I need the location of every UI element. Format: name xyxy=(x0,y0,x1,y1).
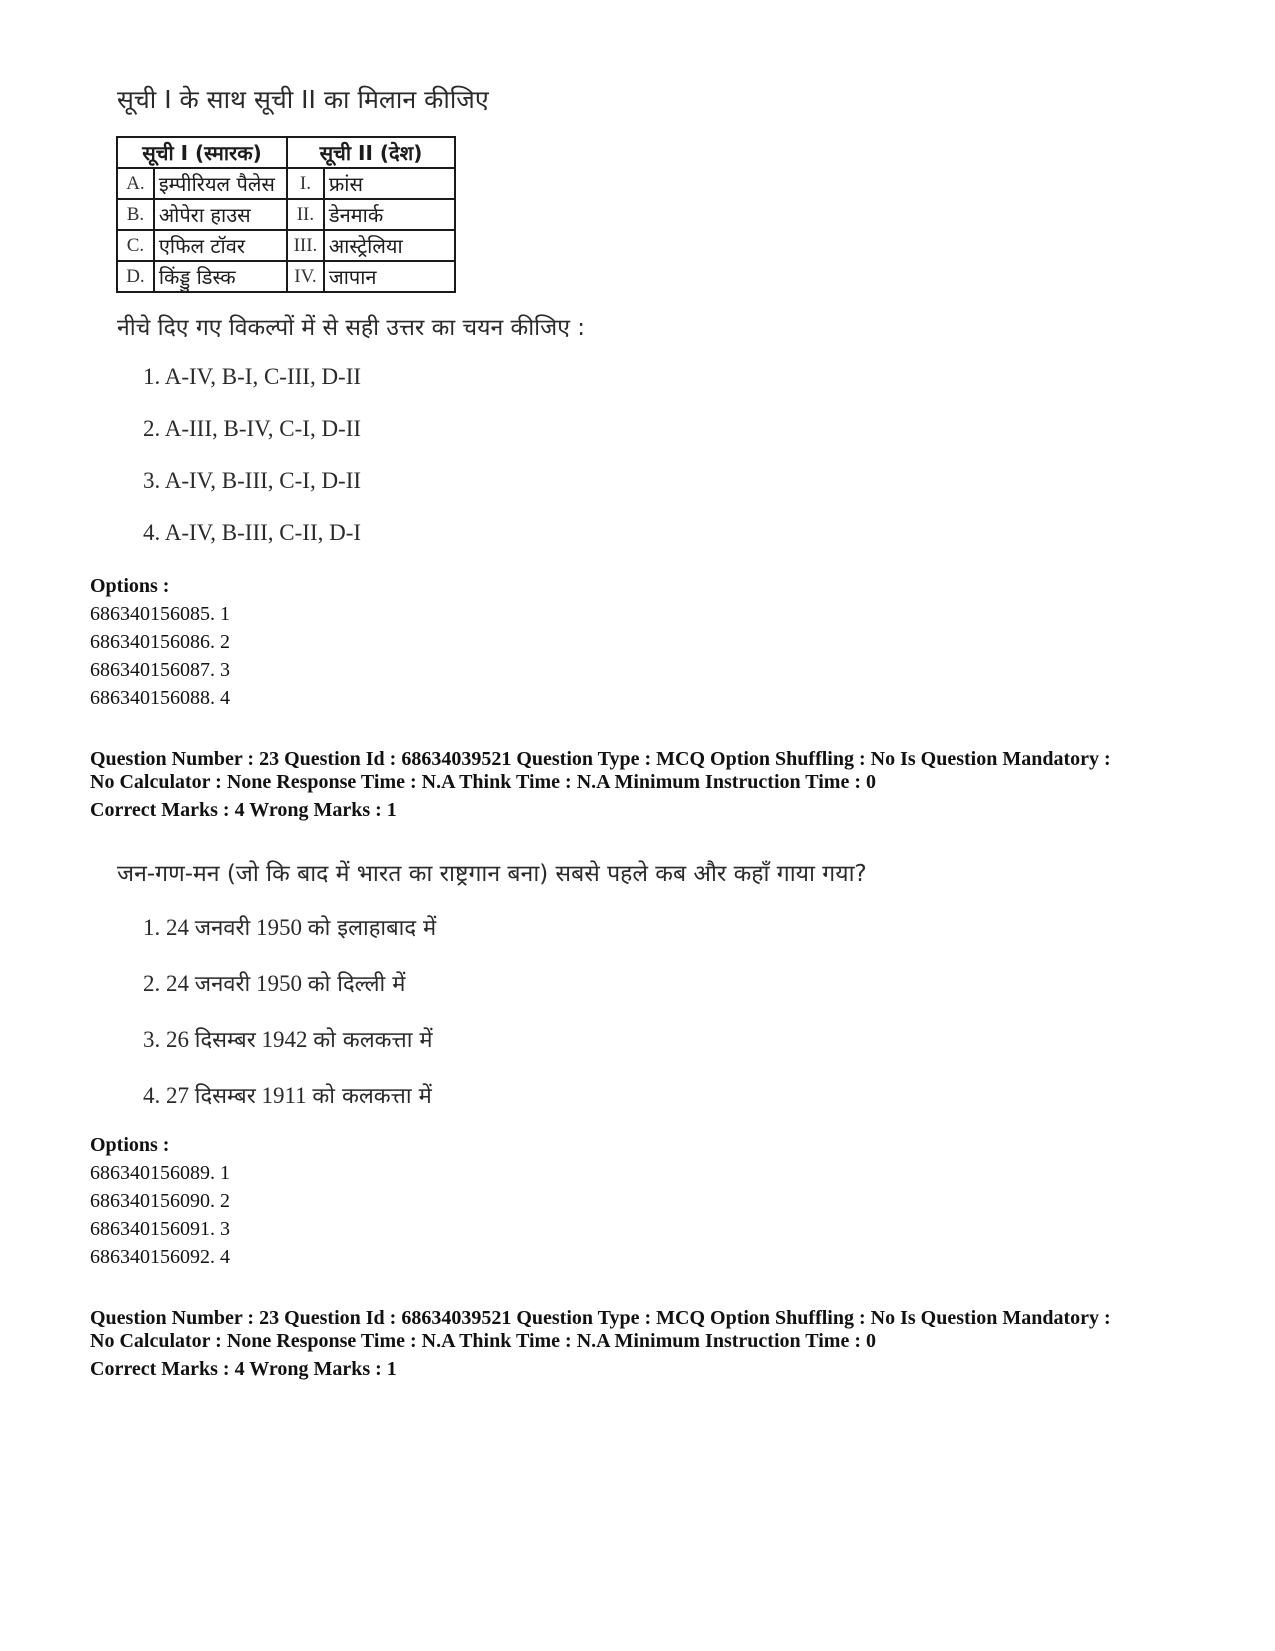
option-id-item: 686340156088. 4 xyxy=(90,687,230,709)
choice-place: को दिल्ली में xyxy=(307,972,406,997)
choice-item: 3. A-IV, B-III, C-I, D-II xyxy=(143,468,362,493)
question-title: सूची I के साथ सूची II का मिलान कीजिए xyxy=(117,85,489,114)
table-cell: II. xyxy=(287,199,324,230)
choice-place: को कलकत्ता में xyxy=(313,1028,433,1053)
table-cell: III. xyxy=(287,230,324,261)
table-row xyxy=(117,230,455,261)
table-cell: D. xyxy=(117,261,154,292)
question-meta xyxy=(90,1307,1111,1381)
choice-month: दिसम्बर xyxy=(194,1084,256,1109)
choice-year: 1942 xyxy=(261,1027,308,1052)
choice-month: दिसम्बर xyxy=(194,1028,256,1053)
choice-item xyxy=(143,1080,432,1110)
table-cell: B. xyxy=(117,199,154,230)
option-id-item: 686340156089. 1 xyxy=(90,1162,230,1184)
table-cell: ओपेरा हाउस xyxy=(154,199,287,230)
question-meta-line2: No Calculator : None Response Time : N.A Think Time : N.A Minimum Instruction Time : 0 xyxy=(90,771,876,793)
match-table xyxy=(116,136,456,293)
choice-number: 3. 26 xyxy=(143,1027,189,1052)
option-id-item: 686340156086. 2 xyxy=(90,631,230,653)
choice-item xyxy=(143,912,436,942)
question-meta-line1: Question Number : 23 Question Id : 68634039521 Question Type : MCQ Option Shuffling : No Is Question Mandatory : xyxy=(90,748,1111,770)
table-cell: I. xyxy=(287,168,324,199)
question-marks: Correct Marks : 4 Wrong Marks : 1 xyxy=(90,1358,397,1380)
choice-number: 1. 24 xyxy=(143,915,189,940)
option-id-item: 686340156091. 3 xyxy=(90,1218,230,1240)
table-cell: C. xyxy=(117,230,154,261)
choice-number: 4. 27 xyxy=(143,1083,189,1108)
table-cell: डेनमार्क xyxy=(324,199,455,230)
choice-item: 4. A-IV, B-III, C-II, D-I xyxy=(143,520,362,545)
table-cell: जापान xyxy=(324,261,455,292)
choice-month: जनवरी xyxy=(194,972,251,997)
choice-item xyxy=(143,1024,433,1054)
choice-item xyxy=(143,968,405,998)
question-marks: Correct Marks : 4 Wrong Marks : 1 xyxy=(90,799,397,821)
question-instruction: नीचे दिए गए विकल्पों में से सही उत्तर का चयन कीजिए : xyxy=(117,315,585,341)
question-title: जन-गण-मन (जो कि बाद में भारत का राष्ट्रगान बना) सबसे पहले कब और कहाँ गाया गया? xyxy=(117,861,867,887)
option-id-item: 686340156085. 1 xyxy=(90,603,230,625)
question-meta-line1: Question Number : 23 Question Id : 68634039521 Question Type : MCQ Option Shuffling : No Is Question Mandatory : xyxy=(90,1307,1111,1329)
table-row xyxy=(117,168,455,199)
option-id-item: 686340156092. 4 xyxy=(90,1246,230,1268)
table-cell: फ्रांस xyxy=(324,168,455,199)
question-meta-line2: No Calculator : None Response Time : N.A Think Time : N.A Minimum Instruction Time : 0 xyxy=(90,1330,876,1352)
option-id-item: 686340156087. 3 xyxy=(90,659,230,681)
choice-place: को कलकत्ता में xyxy=(312,1084,432,1109)
option-id-item: 686340156090. 2 xyxy=(90,1190,230,1212)
options-label: Options : xyxy=(90,575,170,597)
table-cell: किंड्डु डिस्क xyxy=(154,261,287,292)
choice-year: 1950 xyxy=(255,915,302,940)
options-block xyxy=(90,572,230,712)
choice-item: 1. A-IV, B-I, C-III, D-II xyxy=(143,364,362,389)
table-cell: A. xyxy=(117,168,154,199)
table-row xyxy=(117,261,455,292)
question-meta xyxy=(90,748,1111,822)
table-cell: इम्पीरियल पैलेस xyxy=(154,168,287,199)
choice-month: जनवरी xyxy=(194,916,251,941)
choice-number: 2. 24 xyxy=(143,971,189,996)
table-header-list2: सूची II (देश) xyxy=(287,137,455,168)
options-block xyxy=(90,1131,230,1271)
options-label: Options : xyxy=(90,1134,170,1156)
table-cell: आस्ट्रेलिया xyxy=(324,230,455,261)
table-header-row xyxy=(117,137,455,168)
choice-year: 1950 xyxy=(255,971,302,996)
choice-place: को इलाहाबाद में xyxy=(307,916,437,941)
table-cell: IV. xyxy=(287,261,324,292)
choice-item: 2. A-III, B-IV, C-I, D-II xyxy=(143,416,362,441)
table-row xyxy=(117,199,455,230)
choice-year: 1911 xyxy=(261,1083,307,1108)
table-cell: एफिल टॉवर xyxy=(154,230,287,261)
table-header-list1: सूची I (स्मारक) xyxy=(117,137,287,168)
